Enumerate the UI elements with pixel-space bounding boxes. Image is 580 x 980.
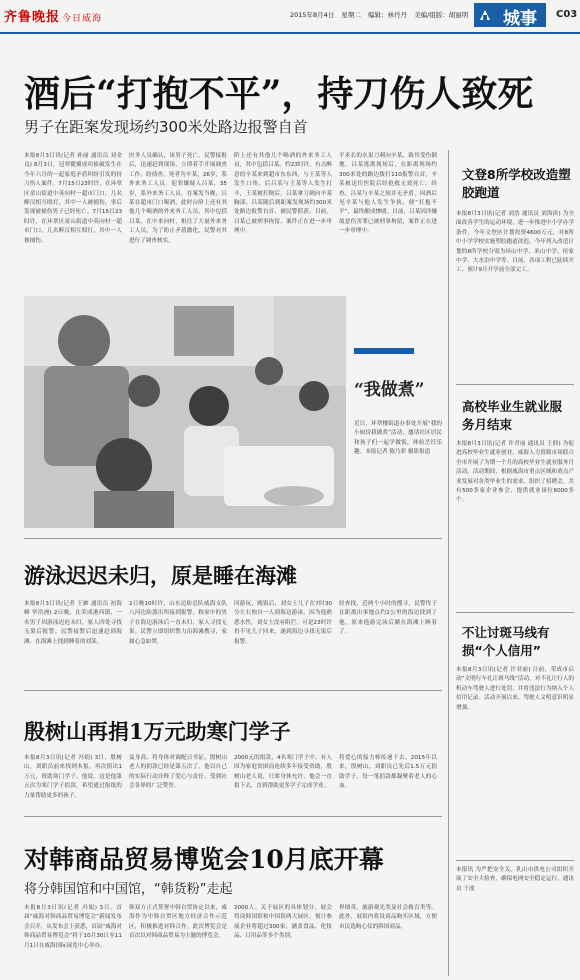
sidebar-headline-2: 高校毕业生就业服务月结束: [462, 399, 563, 432]
divider: [456, 612, 574, 613]
sidebar-headline-1: 文登8所学校改造塑胶跑道: [462, 167, 571, 200]
photo-quote-title: “我做煮”: [354, 380, 425, 400]
sidebar-body-1: 本报8月3日讯(记者 刘浩 通讯员 刘海滨) 为全面改善学生的运动环境，进一步推进中小学办学条件，今年文登区计划投资4600万元，对8所中小学学校实施塑胶跑道改造。今年列入改造计划的8所学校分别为环山中学、米山中学、侯家中学、大水泊中学等。目前，各项工程已陆续开工，预计9月开学前全部完工。: [456, 211, 574, 274]
lead-column-1: 本报8月3日讯(记者 孙丽 通讯员 刘金良) 8月3日，冠翠健翼成功侦破发生在今年六月的一起家庭矛盾纠纷引发的持刀伤人案件。7月15日23时许，在环翠区童山街道中英向村一超市门口，几名醉汉相互殴打，其中一人被捅伤，事后发现被捅伤男子已经死亡。7月15日23时许，在环翠区童山街道中英向村一超市门口，几名醉汉相互殴打，其中一人被捅伤。: [24, 153, 122, 244]
swim-column-2: 2日晚10时许，山东边防总队威海支队八河边防派出所接到报警，称家中的男子在海边游泳后一直未归，家人寻找无果。民警立即组织警力沿海滩搜寻，家属心急如焚。: [129, 601, 227, 645]
news-photo: [24, 296, 346, 528]
editor-credit: 编辑：林丹丹: [367, 11, 407, 19]
sidebar-body-2: 本报8月3日讯(记者 许君丽 通讯员 王佃) 为促进高校毕业生就业创业，威海人力资源市场联合全市开展了为期一个月的高校毕业生就业服务月活动。活动期间，根据威海市重点区域和重点产业发展对各类毕业生的需求，组织了招聘会，共有500多家企业参会，提供就业岗位6000多个。: [456, 441, 574, 504]
quote-bar: [354, 348, 414, 354]
city-section-icon: [478, 8, 492, 22]
sidebar-divider: [448, 150, 449, 976]
lead-column-4: 半米长的水果刀刺向辛某，致其受伤倒地。吕某逃离现场后，在距离现场约300米处的路边拨打110报警自首。辛某被送往医院后经抢救无效死亡。经查，吕某与辛某之间并无矛盾，因酒后见辛某与他人发生争执，便“打抱不平”，最终酿成惨剧。目前，吕某因涉嫌故意伤害罪已被刑事拘留，案件正在进一步审理中。: [339, 153, 437, 235]
photo-caption: 近日，环翠楼街道办事处开展“我的小厨房我做煮”活动，邀请社区居民和孩子们一起学做饭，体验烹饪乐趣。本报记者 陈乃彩 摄影报道: [354, 421, 442, 456]
divider: [24, 538, 442, 539]
issue-date: 2015年8月4日: [290, 11, 335, 19]
sidebar-body-4: 本报讯 为严把安全关，乳山市供电公司组织开展了安全大检查，确保电网安全稳定运行。通讯员 于波: [456, 867, 574, 892]
issue-weekday: 星期二: [341, 11, 361, 19]
divider: [456, 860, 574, 861]
header-rule: [0, 32, 580, 34]
swim-column-3: 回游玩，晚饭后，刘女士儿子在7时30分左右独自一人到海边游泳，因为他熟悉水性，刘女士没有阻拦。可是23时许仍不见儿子回来，遂到海边寻找无果后报警。: [234, 601, 332, 645]
donate-column-1: 本报8月3日讯(记者 冯娟) 3日，殷树山，刘职员前来找到本报，再次捐出1万元，资助寒门学子。他说，这是他第五次为寒门学子捐款，希望通过报纸的力量帮助更多的孩子。: [24, 755, 122, 799]
dateline: [290, 10, 473, 19]
expo-column-4: 界图英，旅游观光类及社会救育类等。此外，展馆内将设商品购买区域，方便市民选购心仪的韩国商品。: [339, 905, 437, 930]
design-credit: 美编/组版：胡丽明: [414, 11, 469, 19]
section-name: 城事: [503, 9, 537, 29]
expo-column-1: 本报8月3日讯(记者 冯娟) 3日，首届“威海对韩商品贸易博览会”新闻发布会召开，从发布会上获悉，首届“威海对韩商品贸易博览会”将于10月30日至11月1日在威海国际展览中心举办。: [24, 905, 122, 949]
swim-headline: 游泳迟迟未归，原是睡在海滩: [24, 563, 297, 588]
lead-column-2: 医务人员确认，该男子死亡。民警接报后，迅速赶到现场，立即着手开展调查工作。经侦查，死者为辛某，26岁，系外来务工人员。犯罪嫌疑人吕某，35岁，系外来务工人员，在案发当晚，吕某在超市门口喝酒，此时台阶上还有其他几个喝酒的外来务工人员，其中包括吕某。在中来向村，租住了大量外来务工人员，为了防止矛盾激化，民警对其进行了调查核实。: [129, 153, 227, 244]
divider: [24, 816, 442, 817]
donate-column-3: 2000元的捐款，4名寒门学子中，有人因为家庭贫困而连续多年接受资助，殷树山老人说，只要身体允许，他会一直捐下去，直到帮助更多学子完成学业。: [234, 755, 332, 790]
sidebar-body-3: 本报8月3日讯(记者 许君丽) 日前，荣成市启动“文明行车礼让斑马线”活动，对不礼让行人的机动车驾驶人进行处罚，并将违法行为纳入个人信用记录。活动开展以来，驾驶人文明意识明显增强。: [456, 667, 574, 711]
donate-headline: 殷树山再捐1万元助寒门学子: [24, 719, 291, 744]
swim-column-1: 本报8月3日讯(记者 王雁 通讯员 初海峰 毕浩洲) 2日晚，在荣成港西镇，一名男子因游泳迟迟未归，家人四处寻找无果后报警。民警接警后迅速赶到海滩，在海滩上找到睡着的刘某。: [24, 601, 122, 645]
lead-subhead: 男子在距案发现场约300米处路边报警自首: [24, 118, 308, 136]
expo-column-3: 2000人。关于展区的具体划分，展会将设韩国馆和中国馆两大展区，预计参展企业将超过300家，涵盖食品、化妆品、日用品等多个类别。: [234, 905, 332, 940]
expo-headline: 对韩商品贸易博览会10月底开幕: [24, 845, 384, 874]
lead-headline: 酒后“打抱不平”，持刀伤人致死: [24, 73, 534, 115]
donate-column-4: 将爱心的接力棒传递下去。2015年以来，殷树山，刘职员已先后1.5万元捐助学子。每一笔捐款都凝聚着老人的心血。: [339, 755, 437, 790]
expo-subhead: 将分韩国馆和中国馆，“韩货粉”走起: [24, 882, 233, 897]
divider: [24, 690, 442, 691]
masthead: [0, 0, 580, 32]
cooking-children-photo: [24, 296, 346, 528]
newspaper-logo: 齐鲁晚报 今日威海: [4, 10, 103, 25]
page-number: C03: [556, 9, 578, 20]
sidebar-headline-3: 不让讨斑马线有损“个人信用”: [462, 625, 550, 658]
expo-column-2: 韩双方正式签署中韩自贸协定以来，威海作为中韩自贸区地方经济合作示范区，积极推进对韩合作。此次博览会是首次以对韩商品贸易为主题的博览会。: [129, 905, 227, 940]
swim-column-4: 经查找，近两个小时的搜寻，民警终于在距离出事地点约2公里的海边找到了他，原来他游完泳后躺在海滩上睡着了。: [339, 601, 437, 636]
donate-column-2: 及身高，将身体对调配日书证，殷树山老人的捐款已经是第五次了。他以自己的实际行动诠释了爱心与责任，受到社会各界的广泛赞誉。: [129, 755, 227, 790]
lead-column-3: 阶上还有其他几个喝酒的外来务工人员，其中包括吕某。约23时许，有点醉意的辛某来到超市东东西，与王某等人发生口角。后吕某与王某等人发生打斗，王某被打倒后，吕某拿刀刺向辛某胸部。吕某随后到距案发现场约300米处路边报警自首，被民警抓获。目前，吕某已被刑事拘留，案件正在进一步审理中。: [234, 153, 332, 235]
divider: [456, 384, 574, 385]
